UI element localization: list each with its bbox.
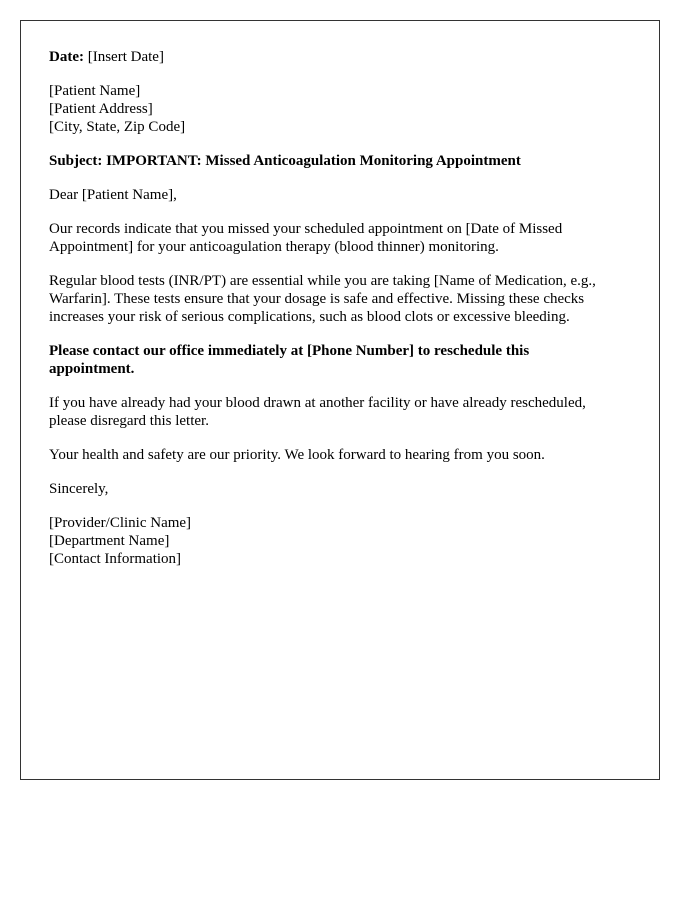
date-label: Date: (49, 49, 84, 65)
recipient-name: [Patient Name] (49, 83, 141, 99)
recipient-city-state-zip: [City, State, Zip Code] (49, 119, 186, 135)
letter-page (20, 20, 660, 780)
date-value: [Insert Date] (87, 49, 164, 65)
signature-block (49, 514, 631, 568)
sign-off: Sincerely, (49, 481, 109, 497)
paragraph-line: Regular blood tests (INR/PT) are essential while you are taking [Name of Medication, e.g., (49, 273, 596, 289)
paragraph-line: increases your risk of serious complications, such as blood clots or excessive bleeding. (49, 309, 570, 325)
salutation: Dear [Patient Name], (49, 187, 177, 203)
paragraph-line: please disregard this letter. (49, 413, 209, 429)
closing-statement: Your health and safety are our priority. We look forward to hearing from you soon. (49, 447, 545, 463)
date-line (49, 48, 631, 66)
paragraph-line: Warfarin]. These tests ensure that your dosage is safe and effective. Missing these checks (49, 291, 585, 307)
recipient-address: [Patient Address] (49, 101, 153, 117)
paragraph-line: Appointment] for your anticoagulation therapy (blood thinner) monitoring. (49, 239, 499, 255)
call-to-action-paragraph (49, 342, 631, 378)
subject-line: Subject: IMPORTANT: Missed Anticoagulation Monitoring Appointment (49, 153, 521, 169)
blood-tests-paragraph (49, 272, 631, 326)
paragraph-line: Our records indicate that you missed your scheduled appointment on [Date of Missed (49, 221, 563, 237)
disregard-paragraph (49, 394, 631, 430)
paragraph-line: If you have already had your blood drawn at another facility or have already rescheduled, (49, 395, 586, 411)
signature-department: [Department Name] (49, 533, 170, 549)
missed-appointment-paragraph (49, 220, 631, 256)
recipient-block (49, 82, 631, 136)
signature-provider: [Provider/Clinic Name] (49, 515, 192, 531)
paragraph-line: appointment. (49, 361, 135, 377)
paragraph-line: Please contact our office immediately at [Phone Number] to reschedule this (49, 343, 530, 359)
signature-contact: [Contact Information] (49, 551, 182, 567)
